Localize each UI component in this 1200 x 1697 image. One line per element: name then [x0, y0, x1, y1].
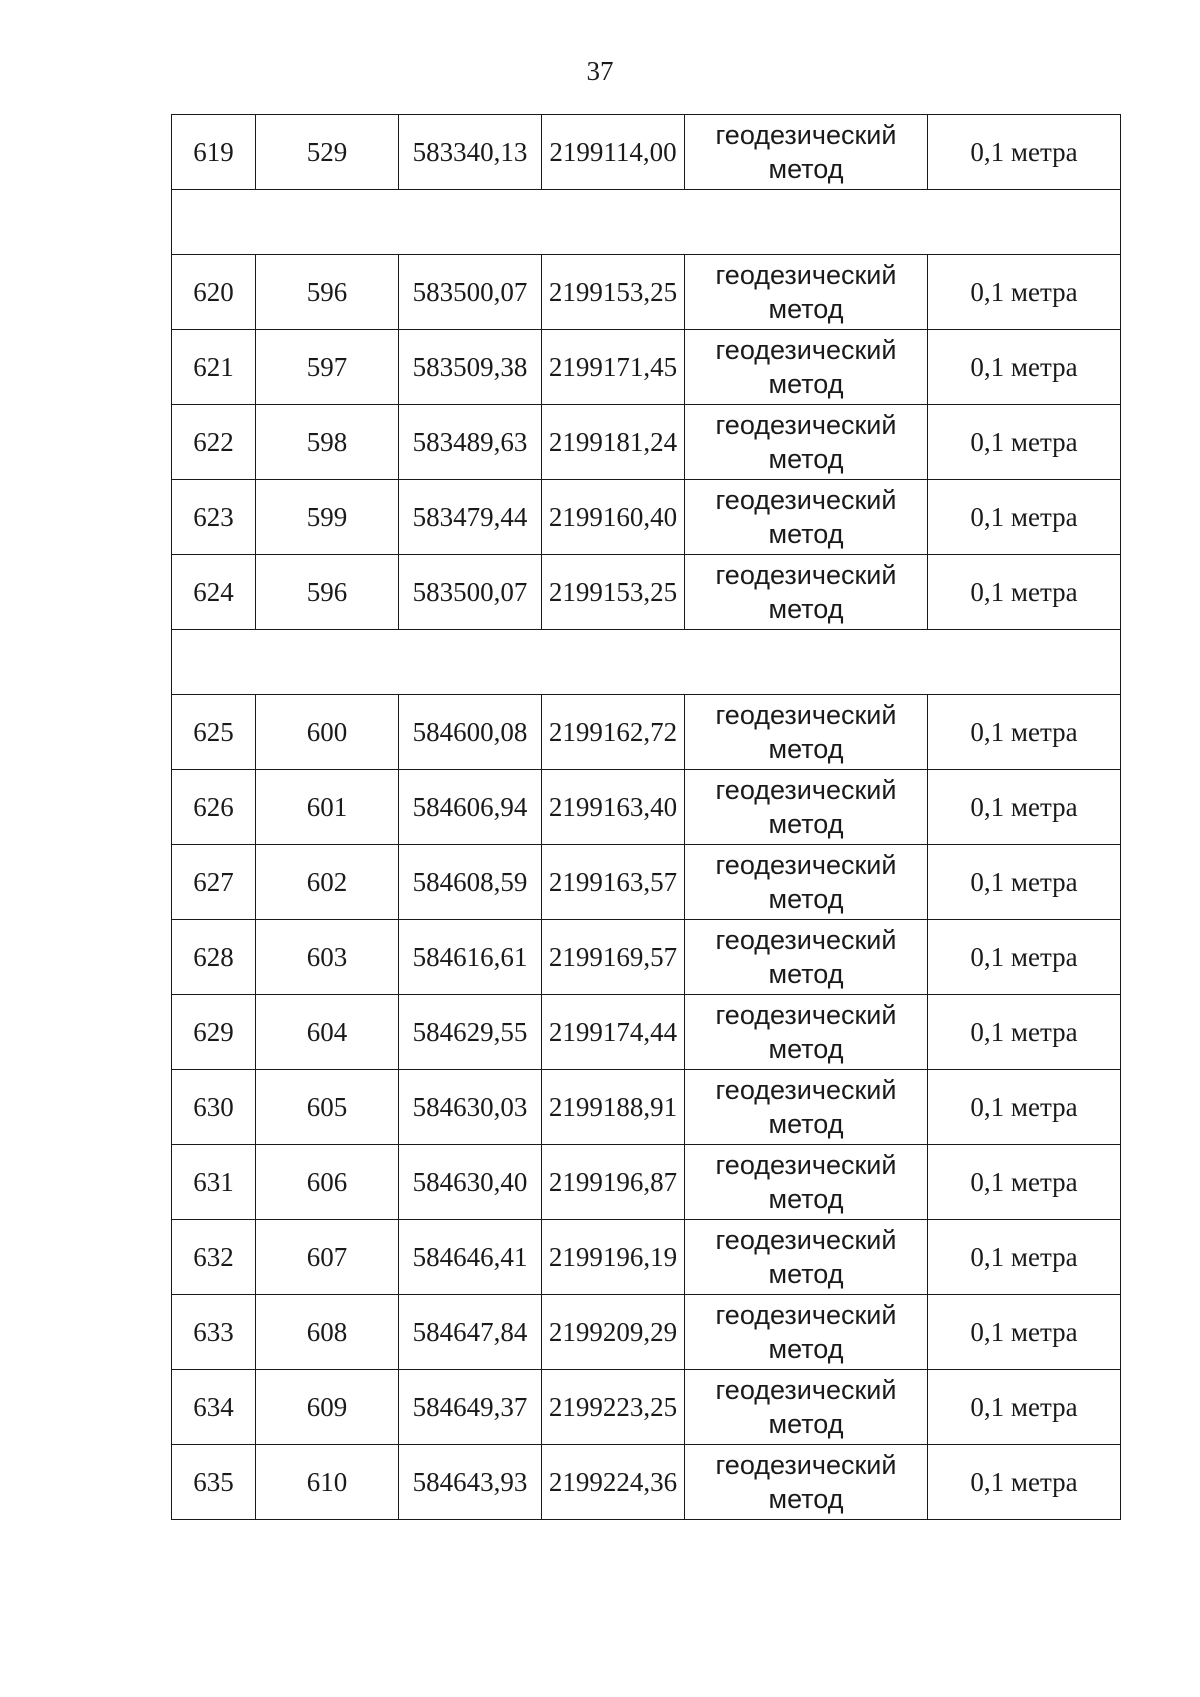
table-row — [172, 330, 1121, 405]
method-cell — [685, 1070, 928, 1145]
method-cell — [685, 770, 928, 845]
accuracy-cell: 0,1 метра — [928, 330, 1121, 405]
x-coordinate-cell: 584647,84 — [399, 1295, 542, 1370]
x-coordinate-cell: 583340,13 — [399, 115, 542, 190]
method-line-1: геодезический — [715, 850, 897, 880]
page-number: 37 — [586, 56, 614, 86]
row-number-cell: 632 — [172, 1220, 256, 1295]
table-row — [172, 1220, 1121, 1295]
row-number-cell: 629 — [172, 995, 256, 1070]
method-cell — [685, 1145, 928, 1220]
method-line-1: геодезический — [715, 700, 897, 730]
method-cell — [685, 405, 928, 480]
method-line-2: метод — [768, 734, 844, 764]
row-number-cell: 620 — [172, 255, 256, 330]
y-coordinate-cell: 2199162,72 — [542, 695, 685, 770]
method-line-1: геодезический — [715, 410, 897, 440]
method-cell — [685, 845, 928, 920]
x-coordinate-cell: 583509,38 — [399, 330, 542, 405]
x-coordinate-cell: 584608,59 — [399, 845, 542, 920]
row-number-cell: 621 — [172, 330, 256, 405]
method-line-1: геодезический — [715, 1450, 897, 1480]
method-line-2: метод — [768, 154, 844, 184]
method-line-2: метод — [768, 884, 844, 914]
y-coordinate-cell: 2199181,24 — [542, 405, 685, 480]
table-row — [172, 1445, 1121, 1520]
method-cell — [685, 695, 928, 770]
method-line-2: метод — [768, 1334, 844, 1364]
row-number-cell: 623 — [172, 480, 256, 555]
x-coordinate-cell: 583479,44 — [399, 480, 542, 555]
method-line-2: метод — [768, 1109, 844, 1139]
y-coordinate-cell: 2199153,25 — [542, 255, 685, 330]
method-cell — [685, 1220, 928, 1295]
method-cell — [685, 1445, 928, 1520]
accuracy-cell: 0,1 метра — [928, 1295, 1121, 1370]
accuracy-cell: 0,1 метра — [928, 995, 1121, 1070]
method-line-1: геодезический — [715, 260, 897, 290]
table-row — [172, 255, 1121, 330]
table-row — [172, 995, 1121, 1070]
accuracy-cell: 0,1 метра — [928, 255, 1121, 330]
x-coordinate-cell: 583489,63 — [399, 405, 542, 480]
x-coordinate-cell: 584649,37 — [399, 1370, 542, 1445]
method-line-2: метод — [768, 1484, 844, 1514]
x-coordinate-cell: 584606,94 — [399, 770, 542, 845]
y-coordinate-cell: 2199114,00 — [542, 115, 685, 190]
accuracy-cell: 0,1 метра — [928, 115, 1121, 190]
x-coordinate-cell: 583500,07 — [399, 555, 542, 630]
method-line-2: метод — [768, 1409, 844, 1439]
table-row — [172, 1145, 1121, 1220]
point-number-cell: 607 — [256, 1220, 399, 1295]
accuracy-cell: 0,1 метра — [928, 845, 1121, 920]
method-line-2: метод — [768, 809, 844, 839]
table-row — [172, 1370, 1121, 1445]
method-line-2: метод — [768, 444, 844, 474]
point-number-cell: 603 — [256, 920, 399, 995]
y-coordinate-cell: 2199209,29 — [542, 1295, 685, 1370]
table-row — [172, 115, 1121, 190]
method-line-1: геодезический — [715, 1150, 897, 1180]
accuracy-cell: 0,1 метра — [928, 1145, 1121, 1220]
separator-cell — [172, 190, 1121, 255]
method-cell — [685, 920, 928, 995]
method-cell — [685, 995, 928, 1070]
row-number-cell: 635 — [172, 1445, 256, 1520]
accuracy-cell: 0,1 метра — [928, 770, 1121, 845]
point-number-cell: 602 — [256, 845, 399, 920]
method-line-1: геодезический — [715, 485, 897, 515]
method-line-1: геодезический — [715, 925, 897, 955]
row-number-cell: 630 — [172, 1070, 256, 1145]
method-line-1: геодезический — [715, 335, 897, 365]
method-line-1: геодезический — [715, 1000, 897, 1030]
method-line-2: метод — [768, 1259, 844, 1289]
coordinates-table — [171, 114, 1121, 1520]
method-line-1: геодезический — [715, 1300, 897, 1330]
y-coordinate-cell: 2199160,40 — [542, 480, 685, 555]
y-coordinate-cell: 2199163,40 — [542, 770, 685, 845]
method-line-1: геодезический — [715, 1375, 897, 1405]
accuracy-cell: 0,1 метра — [928, 405, 1121, 480]
method-line-1: геодезический — [715, 1225, 897, 1255]
method-line-2: метод — [768, 1184, 844, 1214]
row-number-cell: 634 — [172, 1370, 256, 1445]
x-coordinate-cell: 584629,55 — [399, 995, 542, 1070]
method-line-2: метод — [768, 294, 844, 324]
row-number-cell: 622 — [172, 405, 256, 480]
row-number-cell: 627 — [172, 845, 256, 920]
method-line-2: метод — [768, 369, 844, 399]
table-separator-row — [172, 630, 1121, 695]
y-coordinate-cell: 2199169,57 — [542, 920, 685, 995]
x-coordinate-cell: 583500,07 — [399, 255, 542, 330]
y-coordinate-cell: 2199174,44 — [542, 995, 685, 1070]
table-row — [172, 770, 1121, 845]
method-line-2: метод — [768, 959, 844, 989]
point-number-cell: 597 — [256, 330, 399, 405]
accuracy-cell: 0,1 метра — [928, 555, 1121, 630]
method-cell — [685, 1295, 928, 1370]
point-number-cell: 596 — [256, 255, 399, 330]
point-number-cell: 606 — [256, 1145, 399, 1220]
accuracy-cell: 0,1 метра — [928, 1370, 1121, 1445]
y-coordinate-cell: 2199171,45 — [542, 330, 685, 405]
y-coordinate-cell: 2199196,87 — [542, 1145, 685, 1220]
point-number-cell: 600 — [256, 695, 399, 770]
table-row — [172, 480, 1121, 555]
method-line-1: геодезический — [715, 775, 897, 805]
table-row — [172, 1070, 1121, 1145]
point-number-cell: 604 — [256, 995, 399, 1070]
separator-cell — [172, 630, 1121, 695]
row-number-cell: 631 — [172, 1145, 256, 1220]
accuracy-cell: 0,1 метра — [928, 920, 1121, 995]
y-coordinate-cell: 2199188,91 — [542, 1070, 685, 1145]
method-line-2: метод — [768, 519, 844, 549]
x-coordinate-cell: 584646,41 — [399, 1220, 542, 1295]
y-coordinate-cell: 2199196,19 — [542, 1220, 685, 1295]
table-row — [172, 555, 1121, 630]
method-line-2: метод — [768, 594, 844, 624]
method-cell — [685, 480, 928, 555]
method-line-2: метод — [768, 1034, 844, 1064]
x-coordinate-cell: 584616,61 — [399, 920, 542, 995]
y-coordinate-cell: 2199223,25 — [542, 1370, 685, 1445]
point-number-cell: 609 — [256, 1370, 399, 1445]
point-number-cell: 608 — [256, 1295, 399, 1370]
method-cell — [685, 555, 928, 630]
x-coordinate-cell: 584630,03 — [399, 1070, 542, 1145]
point-number-cell: 529 — [256, 115, 399, 190]
x-coordinate-cell: 584600,08 — [399, 695, 542, 770]
row-number-cell: 624 — [172, 555, 256, 630]
row-number-cell: 625 — [172, 695, 256, 770]
method-line-1: геодезический — [715, 120, 897, 150]
row-number-cell: 628 — [172, 920, 256, 995]
method-cell — [685, 1370, 928, 1445]
point-number-cell: 605 — [256, 1070, 399, 1145]
point-number-cell: 610 — [256, 1445, 399, 1520]
table-row — [172, 1295, 1121, 1370]
y-coordinate-cell: 2199163,57 — [542, 845, 685, 920]
accuracy-cell: 0,1 метра — [928, 695, 1121, 770]
method-cell — [685, 255, 928, 330]
table-separator-row — [172, 190, 1121, 255]
table-row — [172, 405, 1121, 480]
method-cell — [685, 330, 928, 405]
method-line-1: геодезический — [715, 1075, 897, 1105]
accuracy-cell: 0,1 метра — [928, 480, 1121, 555]
row-number-cell: 626 — [172, 770, 256, 845]
coordinates-table-body — [172, 115, 1121, 1520]
point-number-cell: 598 — [256, 405, 399, 480]
y-coordinate-cell: 2199224,36 — [542, 1445, 685, 1520]
accuracy-cell: 0,1 метра — [928, 1445, 1121, 1520]
row-number-cell: 619 — [172, 115, 256, 190]
accuracy-cell: 0,1 метра — [928, 1220, 1121, 1295]
point-number-cell: 596 — [256, 555, 399, 630]
table-row — [172, 920, 1121, 995]
table-row — [172, 695, 1121, 770]
y-coordinate-cell: 2199153,25 — [542, 555, 685, 630]
row-number-cell: 633 — [172, 1295, 256, 1370]
method-cell — [685, 115, 928, 190]
x-coordinate-cell: 584643,93 — [399, 1445, 542, 1520]
x-coordinate-cell: 584630,40 — [399, 1145, 542, 1220]
point-number-cell: 599 — [256, 480, 399, 555]
point-number-cell: 601 — [256, 770, 399, 845]
table-row — [172, 845, 1121, 920]
method-line-1: геодезический — [715, 560, 897, 590]
accuracy-cell: 0,1 метра — [928, 1070, 1121, 1145]
